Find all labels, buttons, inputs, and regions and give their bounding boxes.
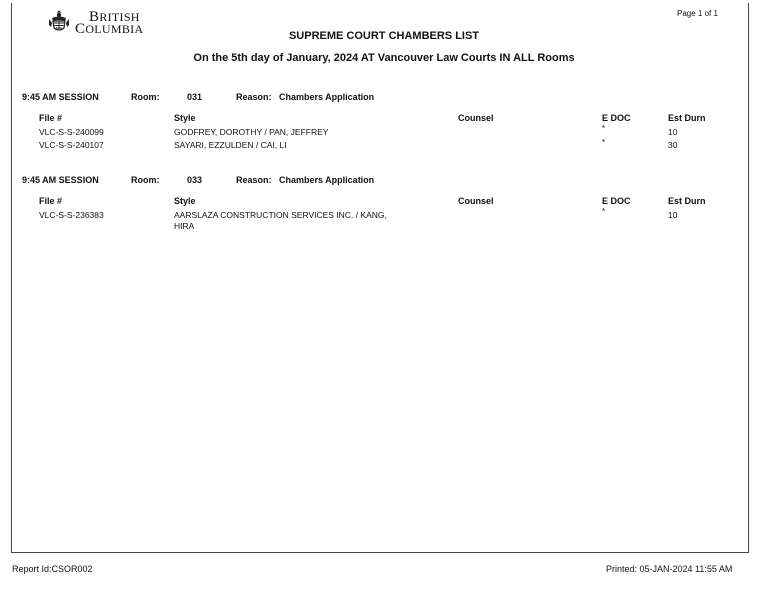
header-edoc: E DOC	[602, 113, 631, 123]
case-style: SAYARI, EZZULDEN / CAI, LI	[174, 140, 287, 150]
edoc-marker: *	[602, 138, 606, 147]
est-duration: 10	[668, 210, 678, 220]
est-duration: 10	[668, 127, 678, 137]
report-title: SUPREME COURT CHAMBERS LIST	[288, 30, 480, 42]
room-number: 031	[187, 92, 203, 102]
header-counsel: Counsel	[458, 196, 494, 206]
file-number: VLC-S-S-240099	[39, 127, 104, 137]
header-style: Style	[174, 113, 196, 123]
case-style-line1: AARSLAZA CONSTRUCTION SERVICES INC. / KANG,	[174, 210, 387, 220]
file-number: VLC-S-S-240107	[39, 140, 104, 150]
reason-label: Reason:	[236, 92, 272, 102]
case-style: GODFREY, DOROTHY / PAN, JEFFREY	[174, 127, 329, 137]
logo-word-british: BRITISH	[89, 9, 140, 25]
edoc-marker: *	[602, 207, 606, 216]
session-label: 9:45 AM SESSION	[22, 92, 99, 102]
header-file: File #	[39, 196, 63, 206]
printed-timestamp: Printed: 05-JAN-2024 11:55 AM	[606, 564, 733, 574]
room-number: 033	[187, 175, 203, 185]
header-file: File #	[39, 113, 63, 123]
report-subtitle: On the 5th day of January, 2024 AT Vancouver Law Courts IN ALL Rooms	[193, 52, 575, 64]
reason-label: Reason:	[236, 175, 272, 185]
reason-value: Chambers Application	[279, 92, 375, 102]
page-number: Page 1 of 1	[677, 9, 718, 18]
header-style: Style	[174, 196, 196, 206]
room-label: Room:	[131, 92, 160, 102]
logo-word-columbia: COLUMBIA	[75, 21, 144, 37]
room-label: Room:	[131, 175, 160, 185]
reason-value: Chambers Application	[279, 175, 375, 185]
header-counsel: Counsel	[458, 113, 494, 123]
page-frame	[11, 3, 749, 553]
header-est-durn: Est Durn	[668, 196, 706, 206]
session-label: 9:45 AM SESSION	[22, 175, 99, 185]
case-style-line2: HIRA	[174, 221, 195, 231]
edoc-marker: *	[602, 124, 606, 133]
header-edoc: E DOC	[602, 196, 631, 206]
est-duration: 30	[668, 140, 678, 150]
header-est-durn: Est Durn	[668, 113, 706, 123]
file-number: VLC-S-S-236383	[39, 210, 104, 220]
report-id: Report Id:CSOR002	[12, 564, 93, 574]
